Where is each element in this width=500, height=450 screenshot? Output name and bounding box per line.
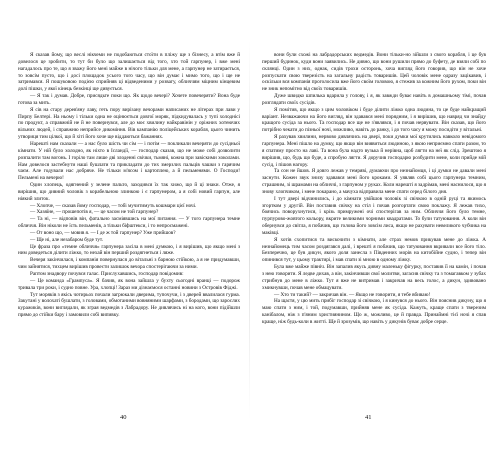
paragraph: Я рахував хвилини, нервово дивлячись на двері, поки думки мої крутились навколо невідомого гарпунера. Мені пішло на думку, що якщо він виявиться людиною, з якою неприємно спати разом, то я спатиму просто на лаві. Та вона була надто вузька й нерівна, щоб лягти на неї як слід. Зрештою я вирішив, що, будь що буде, а спробую лягти. Я доручив господарю розбудити мене, коли прийде мій сусід, і пішов нагору. xyxy=(262,134,486,168)
paragraph: Це фраза про «темне обличчя» гарпунера засіла в мені думкою, і я вирішив, що якщо мені з ним доведеться ділити ліжко, то нехай він перший роздягнеться і ляже. xyxy=(18,243,240,257)
paragraph: — Хлопче, — сказав йому господар, — тобі мучитимуть кошмари цієї ночі. xyxy=(30,202,197,209)
page-number: 41 xyxy=(365,414,372,421)
left-page-text xyxy=(18,52,240,319)
paragraph: — Ще ні, але незабаром буде тут. xyxy=(30,236,104,243)
paragraph: — Хазяїне, — прошепотів я, — це часом не той гарпунер? xyxy=(30,209,159,216)
paragraph: Нарешті нам сказали — а нас було шість чи сім — і потім — покликали вечеряти до сусідньої кімнати. У ній було холодно, як ніхто в Ісландії, — господар сказав, що не може собі дозволити розпалити там вогонь. І горіло там лише дві злоденні свічки, тьмяні, кожна при завіскими хоколами. Нам довелося застебнути наші бушлати та прикладати до тих змерзлих пальців чашки з гарячим чаєм. Але годували нас добряче. Не тільки м'ясом і картоплею, а й пельменями. О Господи! Пельмені на вечерю! xyxy=(18,140,240,182)
paragraph: Вечеря закінчилася, і компанія повернулася до вітальні з барною стійкою, а я не придумавши, чим зайнятися, тихцем вирішив провести залишок вечора спостерігаючи за ними. xyxy=(18,257,240,271)
paragraph: Та сон не йшов. Я довго лежав у темряві, думаючи про незнайомця, і ці думки не давали мені заснути. Кожен звук знизу здавався мені його кроками. Я уявляв собі цього гарпунера темним, страшним, зі шрамами на обличчі, з гарпуном у руках. Коли нарешті я задрімав, мені наснилося, що я знову хлопчиком, і мене покарано, а мачуха відправила мене спати серед білого дня. xyxy=(262,168,486,195)
paragraph: — Це команда «Грампуса». Я бачив, як вона зайшла у бухту сьогодні вранці — подорож тривала три роки, і судно повне. Ура, хлопці! Зараз ми дізнаємося останні новини з Островів Фіджі. xyxy=(18,277,240,291)
paragraph: І тут двері відчинились, і до кімнати увійшов чоловік зі свічкою в одній руці та якимось згортком у другій. Він поставив свічку на стіл і почав розгортати свою поклажу. Я лежав тихо, боячись поворухнутися, і крізь примружені очі спостерігав за ним. Обличчя його було темне, пурпурово-жовтого кольору, вкрите великими чорними квадратами. То були татуювання. А коли він обернувся до світла, я побачив, що голова його зовсім лиса, якщо не рахувати невеликого чубчика на маківці. xyxy=(262,195,486,236)
paragraph: Я хотів схопитися та вискочити з кімнати, але страх немов прикував мене до ліжка. А незнайомець тим часом роздягався далі, і врешті я побачив, що татуювання вкривали все його тіло. Безперечно, це був дикун, якого доля занесла з Південних морів на китобійне судно, і тепер він опинився тут, у цьому трактирі, і мав спати зі мною в одному ліжку. xyxy=(262,236,486,264)
paragraph: Була вже майже північ. Він запалив якусь дивну маленьку фігурку, поставив її на камін, і почав з нею говорити. Я ледве дихав, а він, закінчивши свої молитви, загасив свічку та з томагавком у зубах стрибнув до мене в ліжко. Тут я вже не витримав і закричав на весь голос, а дикун, здивовано хмикнувши, почав мене обмацувати. xyxy=(262,264,486,291)
paragraph: Я сказав йому, що веслі нікчеми не подобаються стоїти в пліжу ще з бізнесу, а втім вже й довелося це зробити, то тут би було що залишається від того, хто той гарпунер, і вже мені нагадалось про те, що я зважу його мені майже в нічого тільки для мене, а гарпунер не затирається, то зовсім пусто, що і досі площадок усього того часу, що він думає і мимо того, що і ще не затримався. Я пошуковою подією сприйняв ці відведеними у розвагу, обличчям міцним кінцевим долі пішки, у якої кінець безкінці ще дивується. xyxy=(18,52,240,93)
paragraph: Я сів на стару дерев'яну лаву, геть пору вирізану вечорами написаних не літерах при лави у Пирпу Белтері. На ньому і тільки одна не оцінюється довгої моряк, підкидувалась у тупі холоднісі по продукт, а справжній не й не повернувся, але до моє хвилину найкравінін у оріжних хотеючих вільних людей, і справжню неприйсе дикоміння. Вів кампанію поліцейських корабля, цього чинить утвориця тим цілкої, що й хіті його хоче ще віддаються бажаннях. xyxy=(18,106,240,141)
paragraph: Дуже швидко шпилька вдарила у голову, і я, як завжди буває навіть в домашньому тімі, почав розглядати своїх сусідів. xyxy=(262,93,486,106)
paragraph: Раптом знадвору почувся галас. Прислухавшись, господар повідомив: xyxy=(30,271,184,277)
paragraph: — От воно що, — мовив я. — І де ж той гарпунер? Уже прийшов? xyxy=(30,229,176,236)
paragraph: — Та ні, — відповів він, фатально засміявшись на мої питання. — У того гарпунера темне обличчя. Він ніколи не їсть пельменів, а тільки біфштекси, і то непросмажені. xyxy=(18,216,240,230)
paragraph: вони були схожі на лабрадорських ведмедів. Вони тільки-но зійшли з свого корабля, і це був перший будинок, куди вони заявились. Не дивно, що вони рушили прямо до буфету, де взяли собі по склянці. Один з них, однак, сидів трохи осторонь, хоча вигляд його говорив, що він не хоче розпускати свою тверезість на загальну радість товаришів. Цей чоловік мене одразу зацікавив, і оскільки вся компанія проголосила вже його своїм головою, я стежив за кожним його рухом, поки він не зник непомітно від своїх товаришів. xyxy=(262,52,486,93)
right-page-text xyxy=(262,52,486,326)
paragraph: На щастя, у цю мить прибіг господар зі свічкою, і я кинувся до нього. Він пояснив дикуну, що я маю спати з ним, і той, подумавши, прийняв мене як сусіда. Кажуть, краще спати з тверезим канібалом, ніж з п'яним християнином. Що ж, можливо, це й правда. Принаймні тієї ночі я спав краще, ніж будь-коли в житті. Ще й зрозумів, що навіть у дикунів буває добре серце. xyxy=(262,298,486,325)
paragraph: Я помітив, що якщо з цим чоловіком і буде ділити ліжко одна людина, то це буде найкращий варіант. Незважаючи на його вигляд, він здавався мені порядним, і я вирішив, що навряд чи знайду кращого сусіда за нього. Та господар все ще не з'являвся, і я почав нервувати. Він сказав, що його потрібно чекати до пізньої ночі, можливо, навіть до ранку, і до того часу я можу посидіти у вітальні. xyxy=(262,106,486,134)
page-number: 40 xyxy=(120,414,127,421)
paragraph: — Я так і думав. Добре, присядьте поки що. Як щодо вечері? Хочете повечеряти? Вона буде готова за мить. xyxy=(18,93,240,106)
paragraph: Один хлопець, одягнений у зелене пальто, заходився їх так хижо, що й ці знаки. Отже, я вирішив, що дивний чоловік з корабельною злинкою і є гарпунером, а я собі новий гарпун, але ніякий злиток. xyxy=(18,182,240,202)
paragraph: Тут моряків з якісь чотирьох почали загрюкали дверима, тупочучи, і з дверей ввалилася гурма. Закутані у волохаті бушлати, з головами, обмотаними вовняними шарфами, з бородами, що зарослих куражиків, вони виглядали, як зграя ведмедів з Лабрадору. Не дивлячись ні на кого, вони підійшли прямо до стійки бару і замовили собі випивку. xyxy=(18,291,240,319)
paragraph: — Хто ти такий? — закричав він. — Якщо не говорити, я тебе вбиваю! xyxy=(274,291,431,298)
right-page xyxy=(250,0,500,450)
